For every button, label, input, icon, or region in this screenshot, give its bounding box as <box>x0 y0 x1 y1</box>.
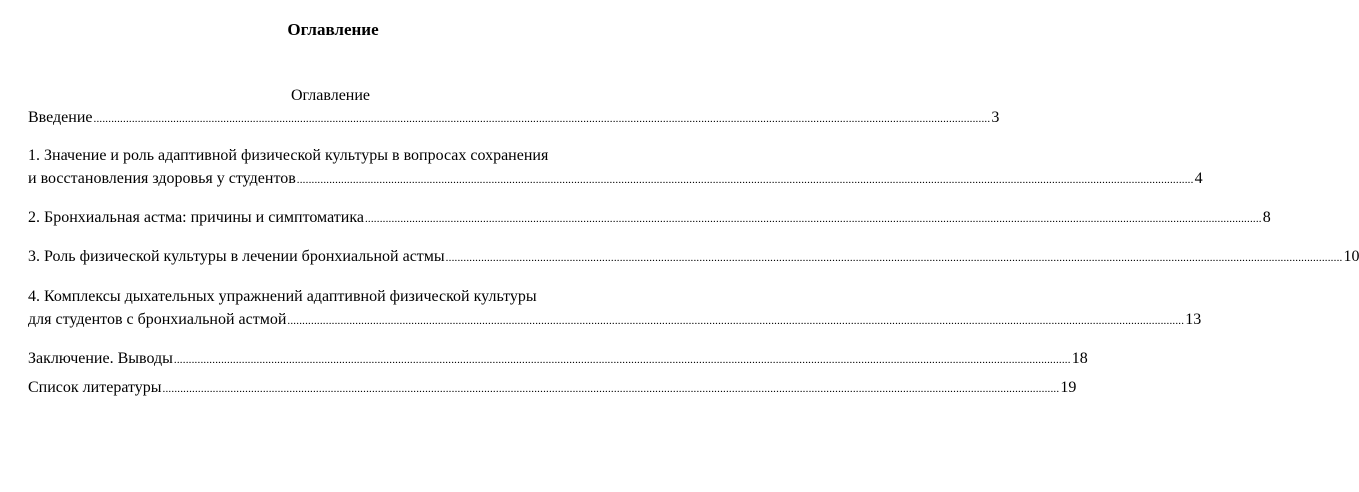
toc-entry-chapter-2[interactable] <box>28 206 1271 231</box>
toc-entry-label: Список литературы <box>28 379 162 396</box>
toc-title: Оглавление <box>290 87 371 104</box>
toc-entry-label: 4. Комплексы дыхательных упражнений адаптивной физической культуры <box>28 288 537 305</box>
toc-page-number: 3 <box>991 109 1000 126</box>
toc-entry-label: 3. Роль физической культуры в лечении бронхиальной астмы <box>28 248 445 265</box>
toc-entry-chapter-3[interactable] <box>28 245 1359 270</box>
toc-entry-label: 1. Значение и роль адаптивной физической культуры в вопросах сохранения <box>28 147 549 164</box>
toc-page-number: 10 <box>1343 248 1359 265</box>
toc-dot-leader: ................................................................................................................................................................................................................................................................................................................ <box>296 174 1194 186</box>
toc-page-number: 19 <box>1060 379 1077 396</box>
page-heading: Оглавление <box>287 20 379 39</box>
toc-page-number: 8 <box>1262 209 1271 226</box>
toc-entry-chapter-4[interactable] <box>28 285 1202 333</box>
toc-entry-references[interactable] <box>28 376 1077 401</box>
toc-page-number: 4 <box>1194 170 1203 187</box>
toc-entry-conclusion[interactable] <box>28 347 1088 372</box>
toc-page-number: 18 <box>1071 350 1088 367</box>
toc-dot-leader: ................................................................................................................................................................................................................................................................................................................ <box>173 354 1071 366</box>
toc-dot-leader: ................................................................................................................................................................................................................................................................................................................ <box>445 252 1343 264</box>
toc-entry-label: Заключение. Выводы <box>28 350 173 367</box>
toc-page-number: 13 <box>1185 311 1202 328</box>
toc-entry-chapter-1[interactable] <box>28 144 1203 192</box>
toc-dot-leader: ................................................................................................................................................................................................................................................................................................................ <box>93 113 991 125</box>
toc-dot-leader: ................................................................................................................................................................................................................................................................................................................ <box>287 315 1185 327</box>
toc-dot-leader: ................................................................................................................................................................................................................................................................................................................ <box>364 213 1262 225</box>
toc-entry-label: Введение <box>28 109 93 126</box>
toc-entry-label: 2. Бронхиальная астма: причины и симптоматика <box>28 209 364 226</box>
toc-dot-leader: ................................................................................................................................................................................................................................................................................................................ <box>162 383 1060 395</box>
toc-entry-label-continued: для студентов с бронхиальной астмой <box>28 311 287 328</box>
table-of-contents <box>28 86 1359 401</box>
toc-entry-label-continued: и восстановления здоровья у студентов <box>28 170 296 187</box>
toc-entry-introduction[interactable] <box>28 106 1000 131</box>
